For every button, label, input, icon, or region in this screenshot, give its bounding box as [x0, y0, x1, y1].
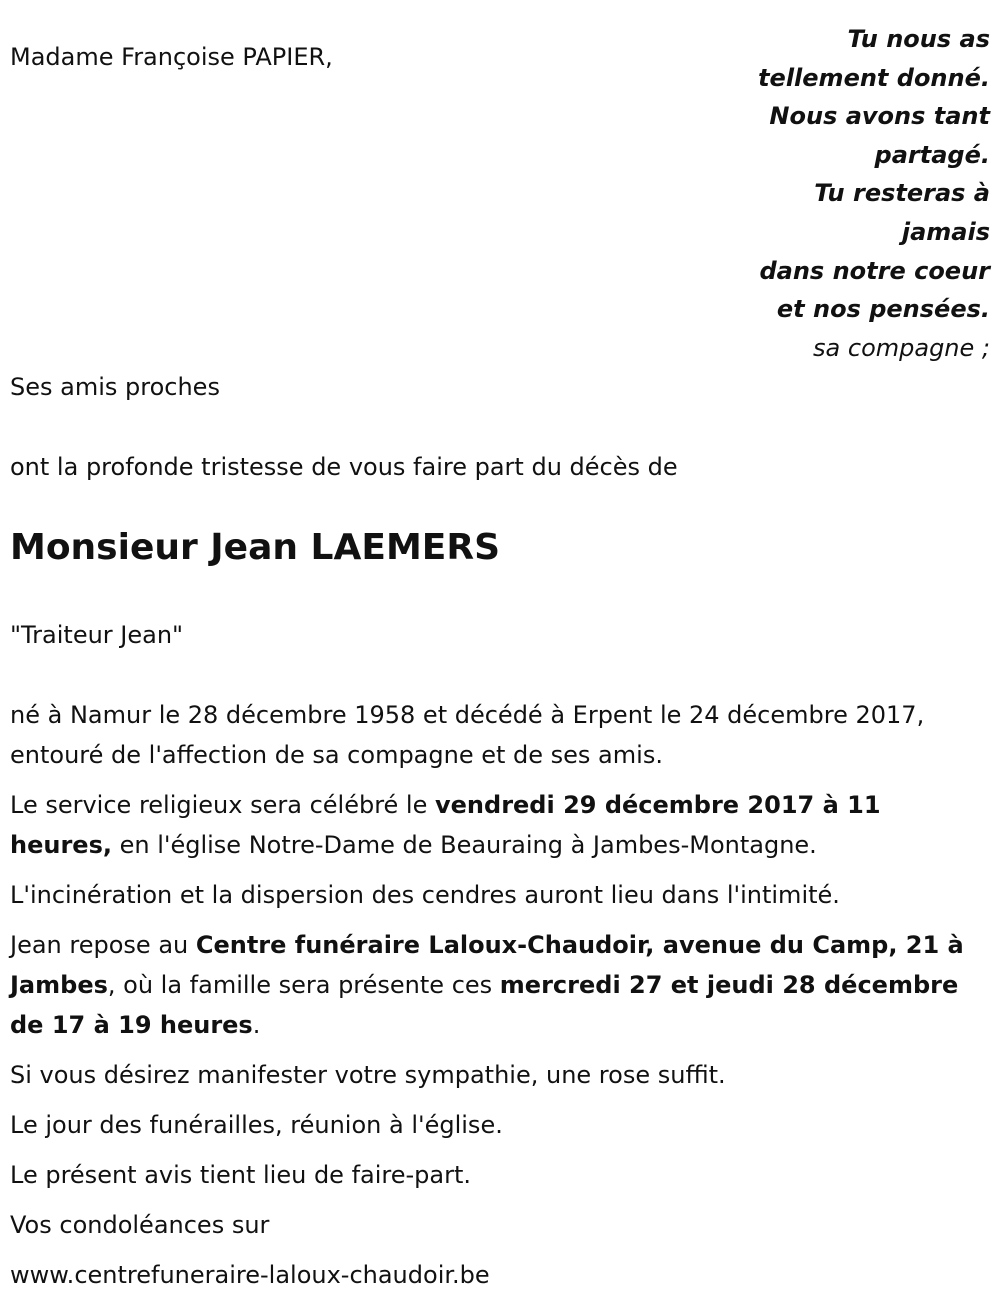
repose-paragraph — [10, 925, 985, 1045]
notice-paragraph: Le présent avis tient lieu de faire-part. — [10, 1161, 472, 1189]
service-date: vendredi 29 décembre 2017 à 11 heures, — [10, 791, 881, 859]
repose-middle: , où la famille sera présente ces — [107, 971, 500, 999]
poem-line: Tu resteras à — [814, 179, 990, 208]
poem-line: dans notre coeur — [759, 256, 990, 285]
cremation-paragraph: L'incinération et la dispersion des cendres auront lieu dans l'intimité. — [10, 881, 840, 909]
repose-prefix: Jean repose au — [10, 931, 196, 959]
poem-line: tellement donné. — [758, 63, 990, 92]
condolences-paragraph: Vos condoléances sur — [10, 1211, 270, 1239]
birth-death-paragraph: né à Namur le 28 décembre 1958 et décédé à Erpent le 24 décembre 2017, entouré de l'affection de sa compagne et de ses amis. — [10, 701, 925, 769]
poem-line: jamais — [901, 217, 990, 246]
repose-suffix: . — [252, 1011, 261, 1039]
poem-line: Nous avons tant — [769, 102, 990, 131]
service-prefix: Le service religieux sera célébré le — [10, 791, 435, 819]
service-suffix: en l'église Notre-Dame de Beauraing à Jambes-Montagne. — [111, 831, 817, 859]
friends-line: Ses amis proches — [10, 373, 220, 401]
repose-dates: mercredi 27 et jeudi 28 décembre de 17 à 19 heures — [10, 971, 959, 1039]
poem-line: et nos pensées. — [776, 295, 990, 324]
sympathy-paragraph: Si vous désirez manifester votre sympathie, une rose suffit. — [10, 1061, 726, 1089]
poem-line: Tu nous as — [847, 25, 990, 53]
website-link[interactable]: www.centrefuneraire-laloux-chaudoir.be — [10, 1261, 490, 1289]
poem — [740, 20, 990, 367]
repose-place: Centre funéraire Laloux-Chaudoir, avenue du Camp, 21 à Jambes — [10, 931, 964, 999]
poem-signature: sa compagne ; — [813, 333, 990, 362]
poem-line: partagé. — [874, 140, 990, 169]
meeting-paragraph: Le jour des funérailles, réunion à l'église. — [10, 1111, 503, 1139]
family-line: Madame Françoise PAPIER, — [10, 43, 333, 71]
notice-details — [10, 695, 985, 1305]
nickname: "Traiteur Jean" — [10, 621, 184, 649]
announcement-intro: ont la profonde tristesse de vous faire part du décès de — [10, 453, 678, 481]
deceased-name: Monsieur Jean LAEMERS — [10, 527, 501, 568]
service-paragraph — [10, 785, 985, 865]
